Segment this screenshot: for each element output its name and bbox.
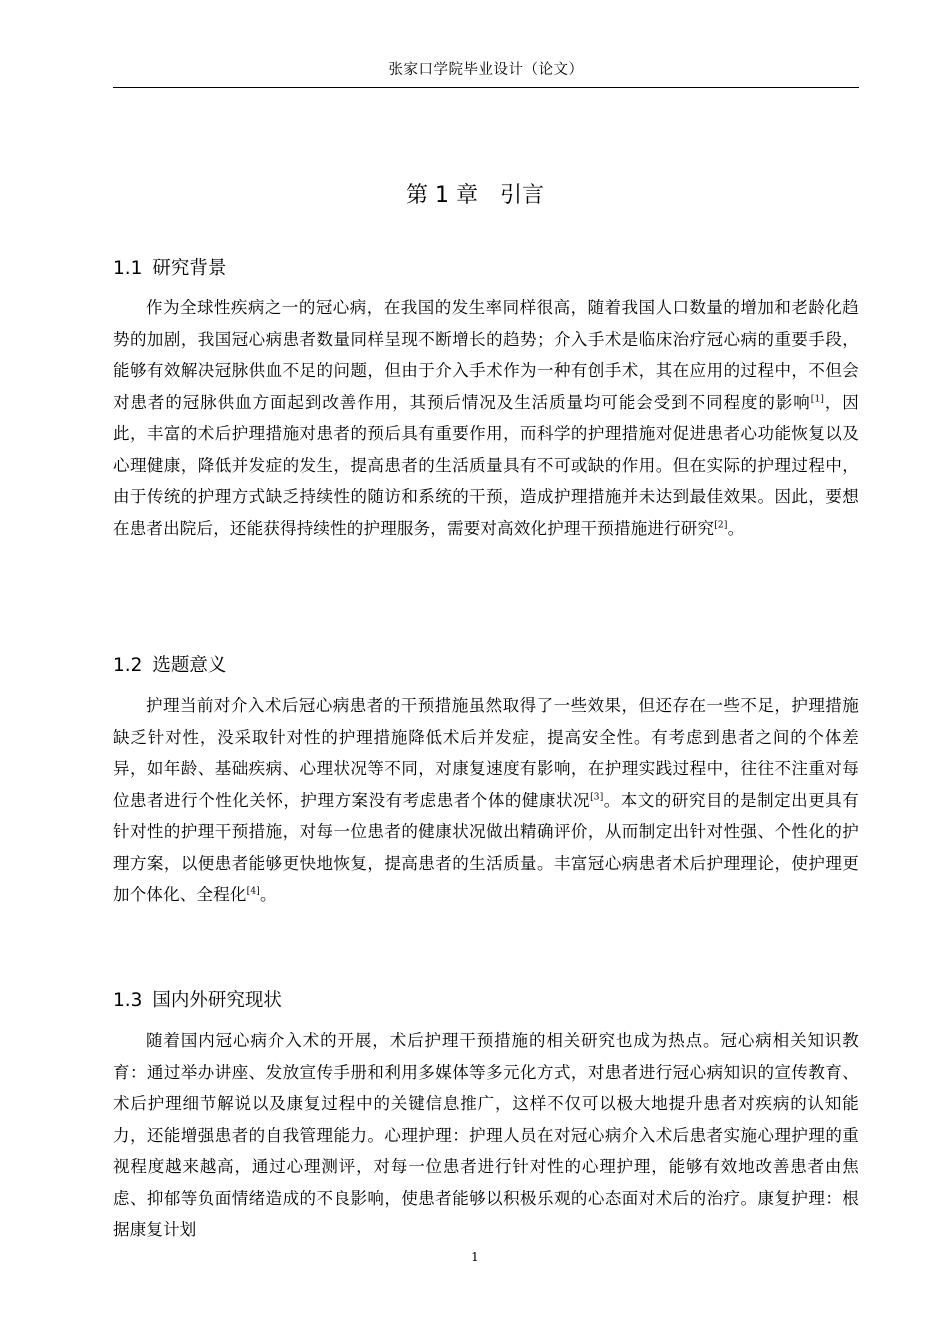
- body-text: 。本文的研究目的是制定出更具有针对性的护理干预措施，对每一位患者的健康状况做出精确评价，从而制定出针对性强、个性化的护理方案，以便患者能够更快地恢复，提高患者的生活质量。丰富冠心病患者术后护理理论，使护理更加个体化、全程化: [113, 790, 859, 904]
- section-paragraph-background: [113, 292, 859, 544]
- body-text: 作为全球性疾病之一的冠心病，在我国的发生率同样很高，随着我国人口数量的增加和老龄化趋势的加剧，我国冠心病患者数量同样呈现不断增长的趋势；介入手术是临床治疗冠心病的重要手段，能够有效解决冠脉供血不足的问题，但由于介入手术作为一种有创手术，其在应用的过程中，不但会对患者的冠脉供血方面起到改善作用，其预后情况及生活质量均可能会受到不同程度的影响: [113, 298, 859, 412]
- chapter-title: [0, 178, 950, 209]
- page-footer: [0, 1250, 950, 1264]
- citation: [4]: [246, 886, 260, 897]
- section-heading-status: [113, 986, 282, 1012]
- section-heading-background: [113, 254, 226, 280]
- section-title: 选题意义: [152, 655, 227, 676]
- section-heading-significance: [113, 651, 226, 677]
- section-paragraph-significance: [113, 690, 859, 911]
- body-text: 。: [259, 885, 277, 904]
- section-number: 1.3: [113, 990, 143, 1011]
- body-text: 随着国内冠心病介入术的开展，术后护理干预措施的相关研究也成为热点。冠心病相关知识教育：通过举办讲座、发放宣传手册和利用多媒体等多元化方式，对患者进行冠心病知识的宣传教育、术后护理细节解说以及康复过程中的关键信息推广，这样不仅可以极大地提升患者对疾病的认知能力，还能增强患者的自我管理能力。心理护理：护理人员在对冠心病介入术后患者实施心理护理的重视程度越来越高，通过心理测评，对每一位患者进行针对性的心理护理，能够有效地改善患者由焦虑、抑郁等负面情绪造成的不良影响，使患者能够以积极乐观的心态面对术后的治疗。康复护理：根据康复计划: [113, 1031, 859, 1239]
- section-number: 1.2: [113, 655, 143, 676]
- chapter-name: 引言: [499, 183, 544, 208]
- citation: [3]: [590, 792, 604, 802]
- body-text: 。: [727, 518, 745, 538]
- body-text: 护理当前对介入术后冠心病患者的干预措施虽然取得了一些效果，但还存在一些不足，护理措施缺乏针对性，没采取针对性的护理措施降低术后并发症，提高安全性。有考虑到患者之间的个体差异，如年龄、基础疾病、心理状况等不同，对康复速度有影响，在护理实践过程中，往往不注重对每位患者进行个性化关怀，护理方案没有考虑患者个体的健康状况: [113, 696, 859, 810]
- page-header: [113, 58, 859, 88]
- section-number: 1.1: [113, 258, 143, 279]
- citation: [1]: [810, 394, 825, 404]
- citation: [2]: [714, 520, 728, 530]
- header-title: 张家口学院毕业设计（论文）: [388, 62, 584, 78]
- section-paragraph-status: [113, 1025, 859, 1246]
- page-number: 1: [471, 1250, 479, 1264]
- body-text: ，因此，丰富的术后护理措施对患者的预后具有重要作用，而科学的护理措施对促进患者心功能恢复以及心理健康，降低并发症的发生，提高患者的生活质量具有不可或缺的作用。但在实际的护理过程中，由于传统的护理方式缺乏持续性的随访和系统的干预，造成护理措施并未达到最佳效果。因此，要想在患者出院后，还能获得持续性的护理服务，需要对高效化护理干预措施进行研究: [113, 392, 859, 538]
- chapter-number: 第 1 章: [406, 183, 478, 208]
- section-title: 研究背景: [152, 258, 227, 279]
- section-title: 国内外研究现状: [152, 990, 282, 1011]
